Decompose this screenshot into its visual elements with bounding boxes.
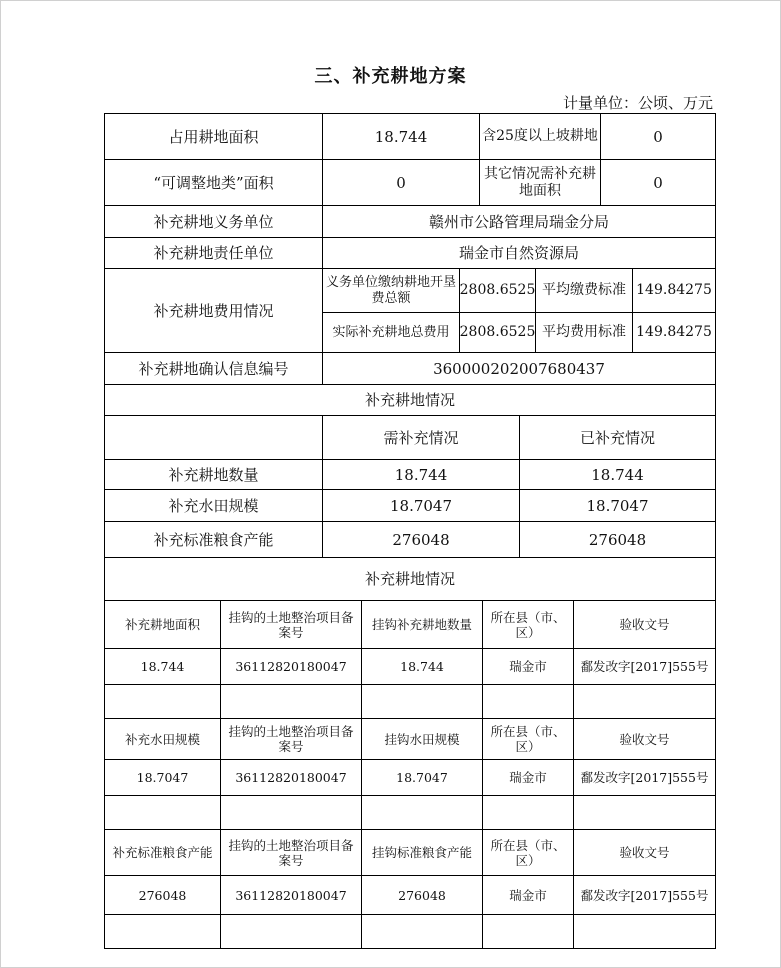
- other-value: 0: [600, 159, 716, 206]
- other-label: 其它情况需补充耕地面积: [479, 159, 601, 206]
- detail-header-cell: 验收文号: [573, 829, 716, 876]
- detail-value-cell: 276048: [104, 875, 221, 915]
- detail-value-cell: 瑞金市: [482, 648, 574, 685]
- situation-row-done: 276048: [519, 521, 716, 558]
- detail-empty-cell: [220, 914, 362, 949]
- detail-empty-cell: [220, 684, 362, 719]
- detail-empty-cell: [482, 795, 574, 830]
- detail-value-cell: 鄱发改字[2017]555号: [573, 759, 716, 796]
- detail-value-cell: 瑞金市: [482, 875, 574, 915]
- actual-total-label: 实际补充耕地总费用: [322, 312, 460, 353]
- detail-header: 补充耕地情况: [104, 557, 716, 601]
- detail-header-cell: 所在县（市、区）: [482, 600, 574, 649]
- detail-value-cell: 鄱发改字[2017]555号: [573, 875, 716, 915]
- actual-total-value: 2808.6525: [459, 312, 536, 353]
- detail-empty-cell: [104, 914, 221, 949]
- situation-row-label: 补充水田规模: [104, 489, 323, 522]
- detail-empty-cell: [104, 684, 221, 719]
- detail-value-cell: 36112820180047: [220, 759, 362, 796]
- detail-header-cell: 补充水田规模: [104, 718, 221, 760]
- detail-value-cell: 18.744: [361, 648, 483, 685]
- detail-header-cell: 挂钩标准粮食产能: [361, 829, 483, 876]
- slope-value: 0: [600, 113, 716, 160]
- obligation-unit-label: 补充耕地义务单位: [104, 205, 323, 238]
- detail-header-cell: 挂钩的土地整治项目备案号: [220, 600, 362, 649]
- situation-row-label: 补充耕地数量: [104, 459, 323, 490]
- detail-value-cell: 36112820180047: [220, 875, 362, 915]
- situation-row-need: 276048: [322, 521, 520, 558]
- situation-blank: [104, 415, 323, 460]
- detail-header-cell: 补充耕地面积: [104, 600, 221, 649]
- detail-header-cell: 验收文号: [573, 600, 716, 649]
- detail-header-cell: 挂钩的土地整治项目备案号: [220, 718, 362, 760]
- detail-empty-cell: [361, 914, 483, 949]
- avg-paid-value: 149.84275: [632, 268, 716, 313]
- detail-header-cell: 所在县（市、区）: [482, 829, 574, 876]
- avg-paid-label: 平均缴费标准: [535, 268, 633, 313]
- obligation-unit-value: 赣州市公路管理局瑞金分局: [322, 205, 716, 238]
- detail-value-cell: 276048: [361, 875, 483, 915]
- situation-row-done: 18.744: [519, 459, 716, 490]
- detail-empty-cell: [220, 795, 362, 830]
- detail-header-cell: 验收文号: [573, 718, 716, 760]
- paid-total-label: 义务单位缴纳耕地开垦费总额: [322, 268, 460, 313]
- responsible-unit-value: 瑞金市自然资源局: [322, 237, 716, 269]
- detail-header-cell: 补充标准粮食产能: [104, 829, 221, 876]
- detail-empty-cell: [482, 684, 574, 719]
- detail-value-cell: 瑞金市: [482, 759, 574, 796]
- situation-row-label: 补充标准粮食产能: [104, 521, 323, 558]
- occupied-label: 占用耕地面积: [104, 113, 323, 160]
- occupied-value: 18.744: [322, 113, 480, 160]
- adjustable-value: 0: [322, 159, 480, 206]
- slope-label: 含25度以上坡耕地: [479, 113, 601, 160]
- confirm-value: 360000202007680437: [322, 352, 716, 385]
- page-title: 三、补充耕地方案: [314, 66, 467, 87]
- detail-header-cell: 挂钩水田规模: [361, 718, 483, 760]
- detail-value-cell: 18.744: [104, 648, 221, 685]
- detail-empty-cell: [361, 795, 483, 830]
- detail-value-cell: 鄱发改字[2017]555号: [573, 648, 716, 685]
- adjustable-label: “可调整地类”面积: [104, 159, 323, 206]
- cost-label: 补充耕地费用情况: [104, 268, 323, 353]
- situation-row-need: 18.744: [322, 459, 520, 490]
- detail-value-cell: 36112820180047: [220, 648, 362, 685]
- detail-empty-cell: [573, 795, 716, 830]
- done-label: 已补充情况: [519, 415, 716, 460]
- avg-cost-value: 149.84275: [632, 312, 716, 353]
- situation-row-need: 18.7047: [322, 489, 520, 522]
- detail-empty-cell: [104, 795, 221, 830]
- responsible-unit-label: 补充耕地责任单位: [104, 237, 323, 269]
- plan-table: [104, 113, 716, 949]
- detail-value-cell: 18.7047: [104, 759, 221, 796]
- situation-row-done: 18.7047: [519, 489, 716, 522]
- paid-total-value: 2808.6525: [459, 268, 536, 313]
- detail-value-cell: 18.7047: [361, 759, 483, 796]
- detail-empty-cell: [573, 684, 716, 719]
- detail-header-cell: 所在县（市、区）: [482, 718, 574, 760]
- detail-header-cell: 挂钩的土地整治项目备案号: [220, 829, 362, 876]
- detail-header-cell: 挂钩补充耕地数量: [361, 600, 483, 649]
- unit-note: 计量单位：公顷、万元: [562, 94, 713, 112]
- detail-empty-cell: [361, 684, 483, 719]
- detail-empty-cell: [482, 914, 574, 949]
- avg-cost-label: 平均费用标准: [535, 312, 633, 353]
- confirm-label: 补充耕地确认信息编号: [104, 352, 323, 385]
- detail-empty-cell: [573, 914, 716, 949]
- need-label: 需补充情况: [322, 415, 520, 460]
- situation-header: 补充耕地情况: [104, 384, 716, 416]
